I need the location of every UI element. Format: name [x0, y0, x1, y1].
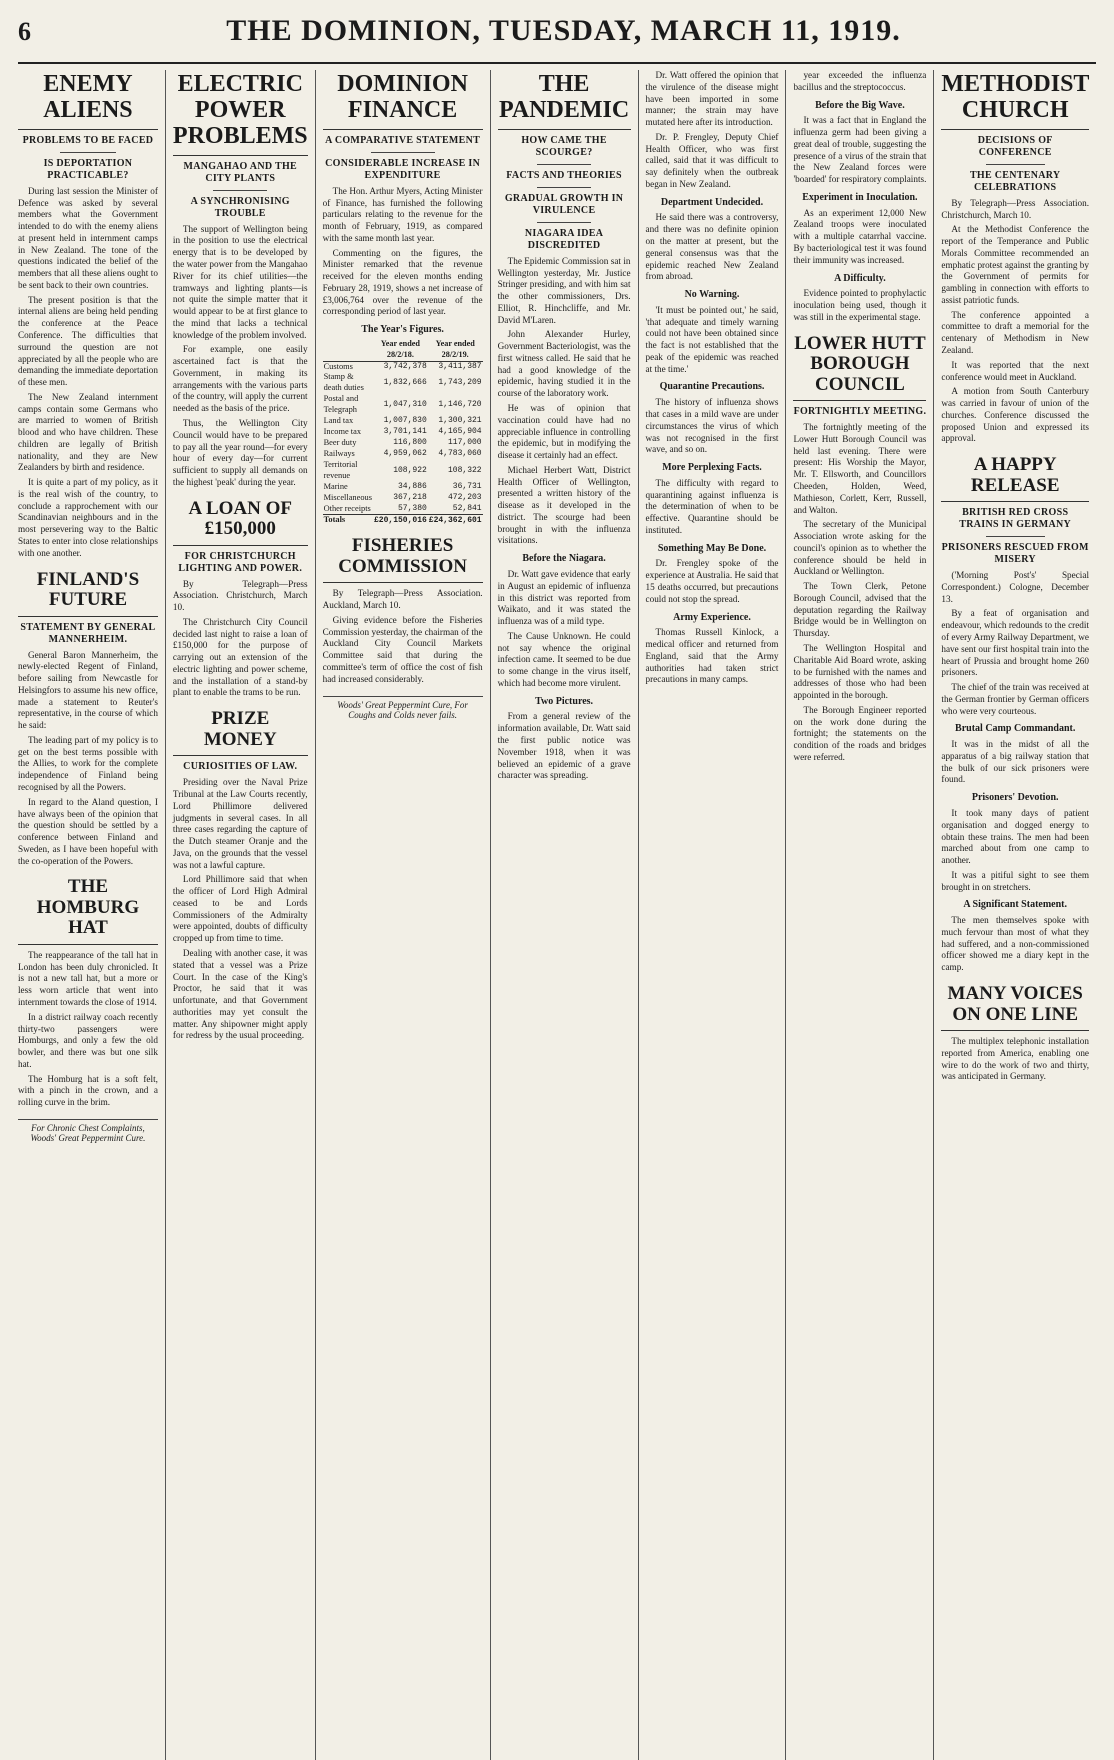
table-cell: £24,362,601	[428, 515, 482, 525]
paragraph: In regard to the Aland question, I have always been of the opinion that the question should be settled by a conference between Finland and Sweden, as I have been hopeful with the co-operation of the Powers.	[18, 796, 158, 866]
table-row	[323, 394, 483, 416]
paragraph: John Alexander Hurley, Government Bacteriologist, was the first witness called. He said that he had a good knowledge of the epidemic, having studied it in the course of the laboratory work.	[497, 329, 631, 399]
article-body	[793, 422, 926, 763]
table-row	[323, 438, 483, 449]
table-cell: 52,841	[452, 503, 482, 513]
article-body	[498, 256, 631, 782]
headline: THE HOMBURG HAT	[18, 877, 158, 945]
row-label: Marine	[323, 481, 348, 491]
column-3	[316, 70, 491, 1760]
subheading: IS DEPORTATION PRACTICABLE?	[43, 157, 133, 181]
paragraph: Dealing with another case, it was stated that a vessel was a Prize Court. In the case of the King's Proctor, he said that it was unfortunate, and that Government authorities may yet consult the matter. Any shipowner might apply for redress by the usual proceeding.	[172, 948, 308, 1041]
paragraph: He was of opinion that vaccination could have had no appreciable influence in controlling the epidemic, but in modifying the disease it certainly had an effect.	[497, 403, 631, 461]
section-heading: A Significant Statement.	[963, 899, 1067, 911]
subheading: CONSIDERABLE INCREASE IN EXPENDITURE	[325, 157, 481, 181]
paragraph: The secretary of the Municipal Association wrote asking for the council's opinion as to whether the conference should be held in Auckland or Wellington.	[793, 519, 927, 577]
subheading: FACTS AND THEORIES	[506, 169, 622, 181]
row-label: Other receipts	[323, 503, 371, 513]
article-homburg-hat	[18, 877, 158, 1109]
table-cell: 4,783,060	[438, 449, 482, 459]
headline: MANY VOICES ON ONE LINE	[941, 984, 1089, 1031]
section-heading: Department Undecided.	[660, 196, 764, 208]
article-happy-release	[941, 455, 1089, 974]
table-row	[323, 361, 483, 372]
section-heading: No Warning.	[684, 289, 740, 301]
section-heading: Something May Be Done.	[657, 542, 767, 554]
subheading: A COMPARATIVE STATEMENT	[325, 134, 481, 146]
table-cell: 1,146,720	[438, 400, 482, 410]
headline: LOWER HUTT BOROUGH COUNCIL	[793, 334, 926, 402]
row-label: Totals	[323, 515, 373, 526]
paragraph: Evidence pointed to prophylactic inoculation being used, though it was still in the experimental stage.	[793, 288, 927, 322]
article-loan	[173, 499, 308, 700]
table-cell: 108,322	[448, 465, 482, 475]
row-label: Customs	[323, 361, 353, 371]
table-row	[323, 427, 483, 438]
subheading: NIAGARA IDEA DISCREDITED	[524, 227, 604, 251]
article-fisheries	[323, 536, 483, 685]
paragraph: The support of Wellington being in the position to use the electrical energy that is to be developed by the water power from the Mangahao River for its chief utilities—the tramways and lighting plants—is not quite the simple matter that it would appear to be at first glance to the mind that lacks a technical knowledge of the problem involved.	[172, 223, 308, 340]
paragraph: At the Methodist Conference the report of the Temperance and Public Morals Committee recommended an emphatic protest against the granting by the Government of permits for gambling in connection with efforts to assist patriotic funds.	[941, 224, 1089, 305]
row-label: Territorial revenue	[323, 459, 358, 480]
subheading: STATEMENT BY GENERAL MANNERHEIM.	[20, 621, 156, 645]
section-heading: Before the Big Wave.	[815, 99, 905, 111]
paragraph: During last session the Minister of Defence was asked by several members what the Government intended to do with the enemy aliens at present held in internment camps in New Zealand. The tone of the questions indicated the belief of the members that all these aliens ought to be sent back to their own countries.	[18, 185, 158, 290]
section-heading: Experiment in Inoculation.	[802, 191, 918, 203]
paragraph: The Homburg hat is a soft felt, with a pinch in the crown, and a rolling curve in the brim.	[18, 1073, 158, 1108]
paragraph: By a feat of organisation and endeavour, which redounds to the credit of every Army Railway Department, we have sent our first hospital train into the heart of Prussia and brought home 260 prisoners.	[941, 608, 1089, 678]
row-label: Beer duty	[323, 438, 357, 447]
article-electric-power	[173, 72, 308, 489]
table-cell: 367,218	[393, 492, 427, 502]
headline: METHODIST CHURCH	[941, 72, 1089, 130]
column-4	[491, 70, 639, 1760]
column-5	[639, 70, 787, 1760]
paragraph: It is quite a part of my policy, as it is the real wish of the country, to conclude a rapprochement with our Scandinavian neighbours and in the most persevering way to the Baltic States to enter into close relationships with one another.	[18, 477, 158, 558]
section-heading: More Perplexing Facts.	[662, 462, 762, 474]
paragraph: The Borough Engineer reported on the work done during the fortnight; the statements on the condition of the roads and bridges were referred.	[793, 704, 927, 762]
row-label: Stamp & death duties	[323, 372, 364, 393]
table-total-row	[323, 515, 483, 526]
table-cell: 117,000	[448, 438, 482, 448]
article-body	[941, 198, 1089, 445]
article-enemy-aliens	[18, 72, 158, 560]
row-label: Miscellaneous	[323, 492, 372, 502]
headline: FINLAND'S FUTURE	[18, 570, 158, 617]
paragraph: The Hon. Arthur Myers, Acting Minister of Finance, has furnished the following particulars relating to the revenue for the month of February, 1919, as compared with the same month last year.	[322, 185, 483, 243]
paragraph: The fortnightly meeting of the Lower Hutt Borough Council was held last evening. There were present: His Worship the Mayor, Mr. T. Ellsworth, and Councillors Cheeden, Holden, Weed, Mathieson, Corlett, Kerr, Russell, and Walton.	[793, 422, 927, 515]
table-cell: 1,047,310	[383, 400, 427, 410]
table-row	[323, 493, 483, 504]
subheading: PRISONERS RESCUED FROM MISERY	[941, 542, 1089, 566]
paragraph: The New Zealand internment camps contain some Germans who are married to women of British blood and who have children. These children are legally of British nationality, and they are New Zealanders by birth and residence.	[18, 391, 158, 473]
headline: THE PANDEMIC	[498, 72, 631, 130]
columns	[18, 70, 1096, 1760]
paragraph: It was a pitiful sight to see them brought in on stretchers.	[941, 869, 1089, 892]
paragraph: Dr. Frengley spoke of the experience at Australia. He said that 15 deaths occurred, but precautions could not stop the spread.	[645, 558, 779, 604]
paragraph: General Baron Mannerheim, the newly-elected Regent of Finland, before sailing from Newcastle for Helsingfors to assume his new office, made a statement to Reuter's representative, in the course of which he said:	[18, 649, 158, 731]
subheading: BRITISH RED CROSS TRAINS IN GERMANY	[959, 507, 1072, 531]
column-header: Year ended 28/2/18.	[373, 339, 428, 361]
subheading: FOR CHRISTCHURCH LIGHTING AND POWER.	[178, 550, 303, 574]
table-cell: £20,150,016	[373, 515, 427, 525]
paragraph: It was in the midst of all the apparatus of a big railway station that the bulk of our sick prisoners were found.	[941, 739, 1089, 785]
article-body	[18, 950, 158, 1109]
article-body	[173, 579, 308, 700]
paragraph: In a district railway coach recently thirty-two passengers were Homburgs, and only a few the old bowler, and there was but one silk hat.	[18, 1011, 158, 1069]
subheading: PROBLEMS TO BE FACED	[22, 134, 154, 146]
table-cell: 36,731	[452, 481, 482, 491]
table-row	[323, 416, 483, 427]
table-row	[323, 449, 483, 460]
column-1	[18, 70, 166, 1760]
paragraph: Lord Phillimore said that when the officer of Lord High Admiral ceased to be and Lords Commissioners of the Admiralty were appointed, doubts of difficulty cropped up from time to time.	[172, 874, 308, 944]
headline: PRIZE MONEY	[173, 709, 308, 756]
paragraph: Presiding over the Naval Prize Tribunal at the Law Courts recently, Lord Phillimore delivered judgments in several cases. In all three cases regarding the capture of the Dutch steamer Oranje and the Java, on the grounds that the vessel was not a lawful capture.	[172, 777, 308, 870]
paragraph: As an experiment 12,000 New Zealand troops were inoculated with a multiple catarrhal vaccine. By bacteriological test it was found their immunity was increased.	[793, 207, 927, 265]
paragraph: By Telegraph—Press Association. Christchurch, March 10.	[941, 197, 1089, 220]
article-body	[941, 570, 1089, 974]
paragraph: 'It must be pointed out,' he said, 'that adequate and timely warning could not have been obtained since the fact is not established that the peak of the epidemic was reached at the time.'	[645, 304, 779, 374]
paragraph: Michael Herbert Watt, District Health Officer of Wellington, presented a written history of the disease as it developed in the district. The scourge had been brought in with the influenza visitations.	[497, 464, 631, 546]
table-cell: 3,742,378	[383, 361, 427, 371]
subheading: A SYNCHRONISING TROUBLE	[190, 195, 290, 219]
paragraph: The Epidemic Commission sat in Wellington yesterday, Mr. Justice Stringer presiding, and with him sat the other commissioners, Drs. Elliot, R. Hinchcliffe, and Mr. David M'Laren.	[497, 255, 631, 325]
paragraph: A motion from South Canterbury was carried in favour of union of the churches. Conference discussed the proposed Union and expressed its approval.	[941, 386, 1089, 444]
paragraph: From a general review of the information available, Dr. Watt said the first public notice was November 1918, when it was believed an epidemic of a grave character was spreading.	[497, 711, 631, 781]
table-row	[323, 482, 483, 493]
paragraph: Giving evidence before the Fisheries Commission yesterday, the chairman of the Auckland City Council Markets Committee said that during the committee's term of office the cost of fish had increased considerably.	[322, 614, 483, 684]
table-cell: 1,007,830	[383, 416, 427, 426]
subheading: GRADUAL GROWTH IN VIRULENCE	[504, 192, 624, 216]
paragraph: Dr. P. Frengley, Deputy Chief Health Officer, who was first called, said that it was difficult to say definitely when the outbreak began in New Zealand.	[645, 131, 779, 189]
article-many-voices	[941, 984, 1089, 1083]
article-dominion-finance	[323, 72, 483, 526]
article-pandemic-continued	[646, 70, 779, 686]
column-7	[934, 70, 1096, 1760]
paragraph: The conference appointed a committee to draft a memorial for the centenary of Methodism in New Zealand.	[941, 309, 1089, 355]
article-body	[173, 224, 308, 489]
subheading: THE CENTENARY CELEBRATIONS	[969, 169, 1061, 193]
paragraph: The Christchurch City Council decided last night to raise a loan of £150,000 for the purpose of carrying out an extension of the electric lighting and power scheme, and the installation of a stand-by plant to enable the trams to be run.	[172, 616, 308, 698]
paragraph: Thus, the Wellington City Council would have to be prepared to pay all the year round—for every hour of every day—for current sufficient to supply all demands on the highest 'peak' during the year.	[172, 417, 308, 487]
section-heading: Two Pictures.	[535, 695, 594, 707]
advertisement: For Chronic Chest Complaints, Woods' Great Peppermint Cure.	[18, 1119, 158, 1143]
row-label: Railways	[323, 448, 355, 458]
headline: A LOAN OF £150,000	[173, 499, 308, 546]
table-cell: 57,380	[397, 503, 427, 513]
subheading: FORTNIGHTLY MEETING.	[793, 406, 927, 418]
paragraph: The reappearance of the tall hat in London has been duly chronicled. It is not a new tall hat, but a more or less worn article that went into internment towards the close of 1914.	[18, 949, 158, 1007]
article-finland	[18, 570, 158, 868]
section-heading: Quarantine Precautions.	[659, 381, 765, 393]
paragraph: The multiplex telephonic installation reported from America, enabling one wire to do the work of two and thirty, was anticipated in Germany.	[941, 1036, 1089, 1082]
table-row	[323, 372, 483, 394]
headline: A HAPPY RELEASE	[941, 455, 1089, 502]
article-body	[173, 777, 308, 1042]
article-body	[18, 650, 158, 868]
section-heading: Before the Niagara.	[522, 553, 606, 565]
paragraph: He said there was a controversy, and there was no definite opinion on the matter at present, but the general consensus was that the epidemic reached New Zealand from abroad.	[645, 212, 779, 282]
paragraph: By Telegraph—Press Association. Auckland, March 10.	[322, 588, 483, 611]
table-cell: 34,886	[397, 481, 427, 491]
column-2	[166, 70, 316, 1760]
subheading: CURIOSITIES OF LAW.	[183, 761, 298, 773]
advertisement: Woods' Great Peppermint Cure, For Coughs and Colds never fails.	[323, 696, 483, 720]
paragraph: The Cause Unknown. He could not say whence the original infection came. It seemed to be due to some change in the virus itself, which had become more virulent.	[497, 630, 631, 688]
paragraph: The history of influenza shows that cases in a mild wave are under circumstances the virus of which was not recognised in the first wave, and so on.	[645, 397, 779, 455]
paragraph: The men themselves spoke with much fervour than most of what they had suffered, and a non-commissioned officer showed me a diary kept in the camp.	[941, 915, 1089, 973]
section-heading: Brutal Camp Commandant.	[955, 723, 1076, 735]
article-pandemic-end	[793, 70, 926, 324]
headline: FISHERIES COMMISSION	[323, 536, 483, 583]
article-lower-hutt	[793, 334, 926, 764]
article-body	[323, 588, 483, 685]
page-number: 6	[18, 17, 31, 46]
section-heading: A Difficulty.	[834, 272, 886, 284]
paragraph: For example, one easily ascertained fact is that the Government, in making its arrangements with the various parts of the country, will apply the current needed as the basis of the price.	[172, 344, 308, 414]
subheading: HOW CAME THE SCOURGE?	[521, 134, 607, 158]
table-row	[323, 460, 483, 482]
headline: ELECTRIC POWER PROBLEMS	[173, 72, 308, 156]
paragraph: The Wellington Hospital and Charitable Aid Board wrote, asking to be furnished with the names and addresses of those who had been appointed in the borough.	[793, 642, 927, 701]
table-cell: 472,203	[448, 492, 482, 502]
table-cell: 1,832,666	[383, 378, 427, 388]
table-cell: 116,800	[393, 438, 427, 448]
subheading: DECISIONS OF CONFERENCE	[977, 134, 1053, 158]
article-body	[646, 70, 779, 686]
table-cell: 3,411,387	[438, 361, 482, 371]
table-cell: 108,922	[393, 465, 427, 475]
article-prize-money	[173, 709, 308, 1042]
revenue-table	[323, 339, 483, 526]
headline: DOMINION FINANCE	[323, 72, 483, 130]
paragraph: year exceeded the influenza bacillus and the streptococcus.	[793, 70, 927, 92]
paragraph: By Telegraph—Press Association. Christchurch, March 10.	[172, 578, 308, 613]
column-6	[786, 70, 934, 1760]
paragraph: It was reported that the next conference would meet in Auckland.	[941, 359, 1089, 382]
masthead	[18, 14, 1096, 64]
paragraph: Dr. Watt offered the opinion that the virulence of the disease might have been imported in some manner; the strain may have mutated here after its introduction.	[645, 70, 779, 128]
article-body	[323, 186, 483, 318]
paragraph: It was a fact that in England the influenza germ had been giving a great deal of trouble, suggesting the presence of a virus of the strain that the New Zealand forces were 'boarded' for respiratory complaints.	[793, 115, 927, 185]
paragraph: The difficulty with regard to quarantining against influenza is the determination of when to be effective. Quarantine should be instituted.	[645, 477, 779, 535]
paragraph: Commenting on the figures, the Minister remarked that the revenue received for the eleven months ending February 28, 1919, shows a net increase of £3,006,764 over the revenue of the corresponding period of last year.	[322, 247, 483, 317]
article-methodist	[941, 72, 1089, 445]
row-label: Postal and Telegraph	[323, 394, 359, 415]
row-label: Income tax	[323, 427, 362, 437]
article-body	[793, 70, 926, 324]
headline: ENEMY ALIENS	[18, 72, 158, 130]
table-cell: 1,300,321	[438, 416, 482, 426]
column-header	[323, 339, 373, 361]
paragraph: Dr. Watt gave evidence that early in August an epidemic of influenza in this district was reported from Waikato, and it was stated the influenza was of a mild type.	[497, 568, 631, 627]
column-header: Year ended 28/2/19.	[428, 339, 483, 361]
table-header-row	[323, 339, 483, 361]
table-caption: The Year's Figures.	[361, 324, 444, 336]
article-body	[941, 1036, 1089, 1083]
paragraph: ('Morning Post's' Special Correspondent.) Cologne, December 13.	[941, 570, 1089, 604]
paragraph: The Town Clerk, Petone Borough Council, advised that the deputation regarding the Railway Bridge would be in Wellington on Thursday.	[793, 581, 927, 639]
article-body	[18, 186, 158, 560]
newspaper-title: THE DOMINION, TUESDAY, MARCH 11, 1919.	[226, 14, 901, 47]
section-heading: Prisoners' Devotion.	[971, 792, 1059, 804]
row-label: Land tax	[323, 416, 354, 426]
table-cell: 1,743,209	[438, 378, 482, 388]
paragraph: The chief of the train was received at the German frontier by German officers who were very courteous.	[941, 682, 1089, 716]
article-pandemic	[498, 72, 631, 782]
paragraph: The leading part of my policy is to get on the best terms possible with the Allies, to work for the complete independence of Finland being recognised by all the Powers.	[18, 734, 158, 792]
table-row	[323, 504, 483, 515]
paragraph: The present position is that the internal aliens are being held pending the conference at the Peace Conference. The difficulties that surround the question are not appreciated by all the people who are demanding the immediate deportation of these men.	[18, 294, 158, 388]
paragraph: It took many days of patient organisation and dogged energy to obtain these trains. The men had been marched about from one camp to another.	[941, 808, 1089, 866]
table-cell: 4,165,904	[438, 427, 482, 437]
section-heading: Army Experience.	[673, 611, 751, 623]
table-cell: 3,701,141	[383, 427, 427, 437]
table-cell: 4,959,062	[383, 449, 427, 459]
paragraph: Thomas Russell Kinlock, a medical officer and returned from England, said that the Army authorities had taken strict precautions in many camps.	[645, 627, 779, 685]
subheading: MANGAHAO AND THE CITY PLANTS	[183, 160, 298, 184]
